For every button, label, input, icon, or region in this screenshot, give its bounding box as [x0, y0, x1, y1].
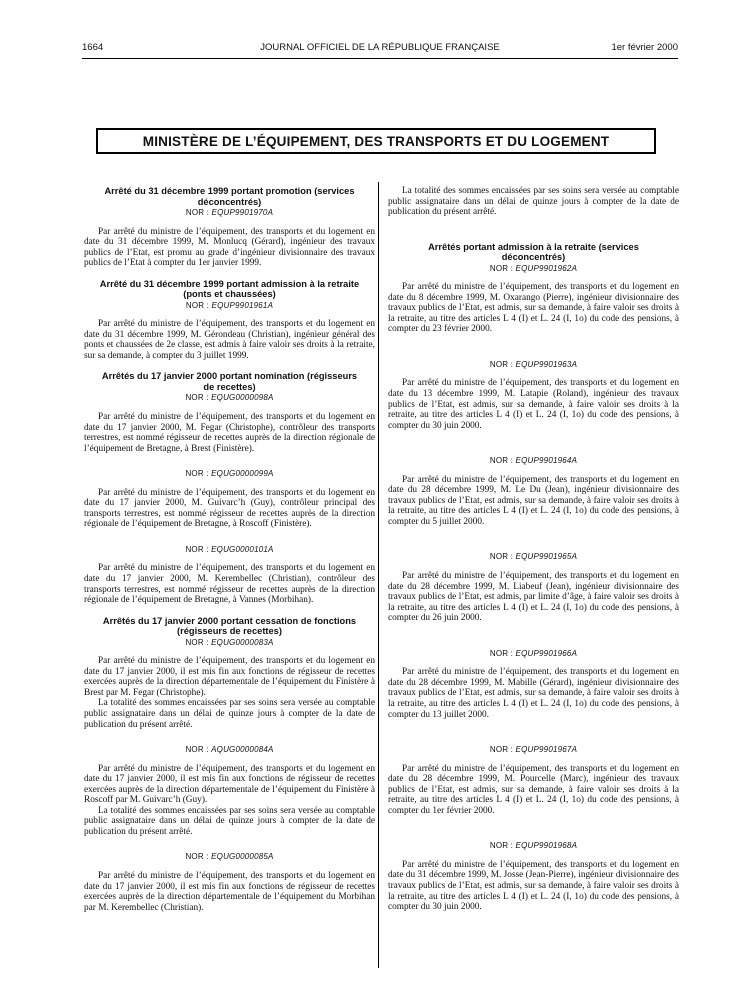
nor-reference: NOR : EQUG0000098A: [185, 393, 274, 403]
decree-text: Par arrêté du ministre de l’équipement, des transports et du logement en date du 31 décembre 1999, M. Josse (Jean-Pierre), ingénieur divisionnaire des travaux publics de l’Etat, est admis, sur sa demande, à faire valoir ses droits à la retraite, au titre des articles L 4 (I) et L. 24 (I, 1o) du code des pensions, à compter du 30 juin 2000.: [388, 859, 679, 913]
section-heading: Arrêté du 31 décembre 1999 portant admission à la retraite (ponts et chaussées): [99, 278, 360, 300]
nor-reference: NOR : EQUP9901961A: [185, 300, 274, 310]
decree-text: La totalité des sommes encaissées par ses soins sera versée au comptable public assignataire dans un délai de quinze jours à compter de la date de publication du présent arrêté.: [84, 698, 375, 730]
decree-text: Par arrêté du ministre de l’équipement, des transports et du logement en date du 28 décembre 1999, M. Pourcelle (Marc), ingénieur des travaux publics de l’Etat, est admis, sur sa demande, à faire valoir ses droits à la retraite, au titre des articles L 4 (I) et L. 24 (I, 1o) du code des pensions, à compter du 1er février 2000.: [388, 763, 679, 816]
decree-text: La totalité des sommes encaissées par ses soins sera versée au comptable public assignataire dans un délai de quinze jours à compter de la date de publication du présent arrêté.: [388, 186, 679, 218]
ministry-title-box: [96, 128, 656, 154]
journal-title: JOURNAL OFFICIEL DE LA RÉPUBLIQUE FRANÇAISE: [260, 42, 500, 53]
nor-reference: NOR : EQUP9901968A: [489, 841, 578, 851]
decree-text: Par arrêté du ministre de l’équipement, des transports et du logement en date du 17 janvier 2000, il est mis fin aux fonctions de régisseur de recettes exercées auprès de la direction départementale de l’équipement du Finistère à Roscoff par M. Guivarc’h (Guy).: [84, 763, 375, 806]
column-divider: [378, 182, 379, 968]
nor-reference: NOR : AQUG0000084A: [185, 745, 274, 755]
nor-reference: NOR : EQUG0000099A: [185, 469, 274, 479]
nor-reference: NOR : EQUP9901967A: [489, 745, 578, 755]
nor-reference: NOR : EQUG0000083A: [185, 637, 274, 647]
section-heading: Arrêtés du 17 janvier 2000 portant cessation de fonctions (régisseurs de recettes): [102, 615, 357, 637]
header-rule: [82, 58, 678, 59]
decree-text: Par arrêté du ministre de l’équipement, des transports et du logement en date du 28 décembre 1999, M. Mabille (Gérard), ingénieur divisionnaire des travaux publics de l’Etat, est admis, sur sa demande, à faire valoir ses droits à la retraite, au titre des articles L 4 (I) et L. 24 (I, 1o) du code des pensions, à compter du 13 juillet 2000.: [388, 667, 679, 720]
nor-reference: NOR : EQUP9901965A: [489, 552, 578, 562]
section-heading: Arrêté du 31 décembre 1999 portant promotion (services déconcentrés): [104, 186, 355, 207]
nor-reference: NOR : EQUP9901970A: [185, 208, 274, 217]
right-column: [388, 186, 679, 913]
decree-text: Par arrêté du ministre de l’équipement, des transports et du logement en date du 28 décembre 1999, M. Le Du (Jean), ingénieur divisionnaire des travaux publics de l’Etat, est admis, sur sa demande, à faire valoir ses droits à la retraite, au titre des articles L 4 (I) et L. 24 (I, 1o) du code des pensions, à compter du 5 juillet 2000.: [388, 474, 679, 527]
decree-text: Par arrêté du ministre de l’équipement, des transports et du logement en date du 8 décembre 1999, M. Oxarango (Pierre), ingénieur divisionnaire des travaux publics de l’Etat, est admis, sur sa demande, à faire valoir ses droits à la retraite, au titre des articles L 4 (I) et L. 24 (I, 1o) du code des pensions, à compter du 23 février 2000.: [388, 282, 679, 335]
decree-text: Par arrêté du ministre de l’équipement, des transports et du logement en date du 17 janvier 2000, M. Fegar (Christophe), contrôleur des transports terrestres, est nommé régisseur de recettes auprès de la direction régionale de l’équipement de Bretagne, à Brest (Finistère).: [84, 412, 375, 454]
decree-text: La totalité des sommes encaissées par ses soins sera versée au comptable public assignataire dans un délai de quinze jours à compter de la date de publication du présent arrêté.: [84, 805, 375, 837]
nor-reference: NOR : EQUP9901962A: [489, 263, 578, 273]
decree-text: Par arrêté du ministre de l’équipement, des transports et du logement en date du 31 décembre 1999, M. Monlucq (Gérard), ingénieur des travaux publics de l’Etat, est promu au grade d’ingénieur divisionnaire des travaux publics de l’Etat à compter du 1er janvier 1999.: [84, 226, 375, 269]
decree-text: Par arrêté du ministre de l’équipement, des transports et du logement en date du 28 décembre 1999, M. Liabeuf (Jean), ingénieur divisionnaire des travaux publics de l’Etat, est admis, par limite d’âge, à faire valoir ses droits à la retraite, au titre des articles L 4 (I) et L. 24 (I, 1o) du code des pensions, à compter du 26 juin 2000.: [388, 571, 679, 624]
decree-text: Par arrêté du ministre de l’équipement, des transports et du logement en date du 17 janvier 2000, M. Guivarc’h (Guy), contrôleur principal des transports terrestres, est nommé régisseur de recettes auprès de la direction régionale de l’équipement de Bretagne, à Roscoff (Finistère).: [84, 487, 375, 530]
page-number: 1664: [82, 42, 104, 53]
nor-reference: NOR : EQUG0000101A: [185, 544, 274, 554]
decree-text: Par arrêté du ministre de l’équipement, des transports et du logement en date du 17 janvier 2000, il est mis fin aux fonctions de régisseur de recettes exercées auprès de la direction départementale de l’équipement du Morbihan par M. Kerembellec (Christian).: [84, 870, 375, 913]
decree-text: Par arrêté du ministre de l’équipement, des transports et du logement en date du 17 janvier 2000, il est mis fin aux fonctions de régisseur de recettes exercées auprès de la direction départementale de l’équipement du Finistère à Brest par M. Fegar (Christophe).: [84, 656, 375, 698]
decree-text: Par arrêté du ministre de l’équipement, des transports et du logement en date du 17 janvier 2000, M. Kerembellec (Christian), contrôleur des transports terrestres, est nommé régisseur de recettes auprès de la direction régionale de l’équipement de Bretagne, à Vannes (Morbihan).: [84, 563, 375, 606]
issue-date: 1er février 2000: [611, 42, 678, 53]
decree-text: Par arrêté du ministre de l’équipement, des transports et du logement en date du 13 décembre 1999, M. Latapie (Roland), ingénieur des travaux publics de l’Etat, est admis, sur sa demande, à faire valoir ses droits à la retraite, au titre des articles L 4 (I) et L. 24 (I, 1o) du code des pensions, à compter du 30 juin 2000.: [388, 378, 679, 431]
running-header: [82, 40, 678, 56]
nor-reference: NOR : EQUP9901963A: [489, 359, 578, 369]
decree-text: Par arrêté du ministre de l’équipement, des transports et du logement en date du 31 décembre 1999, M. Gérondeau (Christian), ingénieur général des ponts et chaussées de 2e classe, est admis à faire valoir ses droits à la retraite, sur sa demande, à compter du 3 juillet 1999.: [84, 319, 375, 361]
section-heading: Arrêtés portant admission à la retraite (services déconcentrés): [428, 241, 639, 263]
left-column: [84, 186, 375, 913]
ministry-title: MINISTÈRE DE L’ÉQUIPEMENT, DES TRANSPORTS ET DU LOGEMENT: [142, 133, 610, 149]
section-heading: Arrêtés du 17 janvier 2000 portant nomination (régisseurs de recettes): [101, 371, 358, 392]
nor-reference: NOR : EQUP9901964A: [489, 456, 578, 466]
nor-reference: NOR : EQUG0000085A: [185, 852, 274, 862]
nor-reference: NOR : EQUP9901966A: [489, 648, 578, 658]
